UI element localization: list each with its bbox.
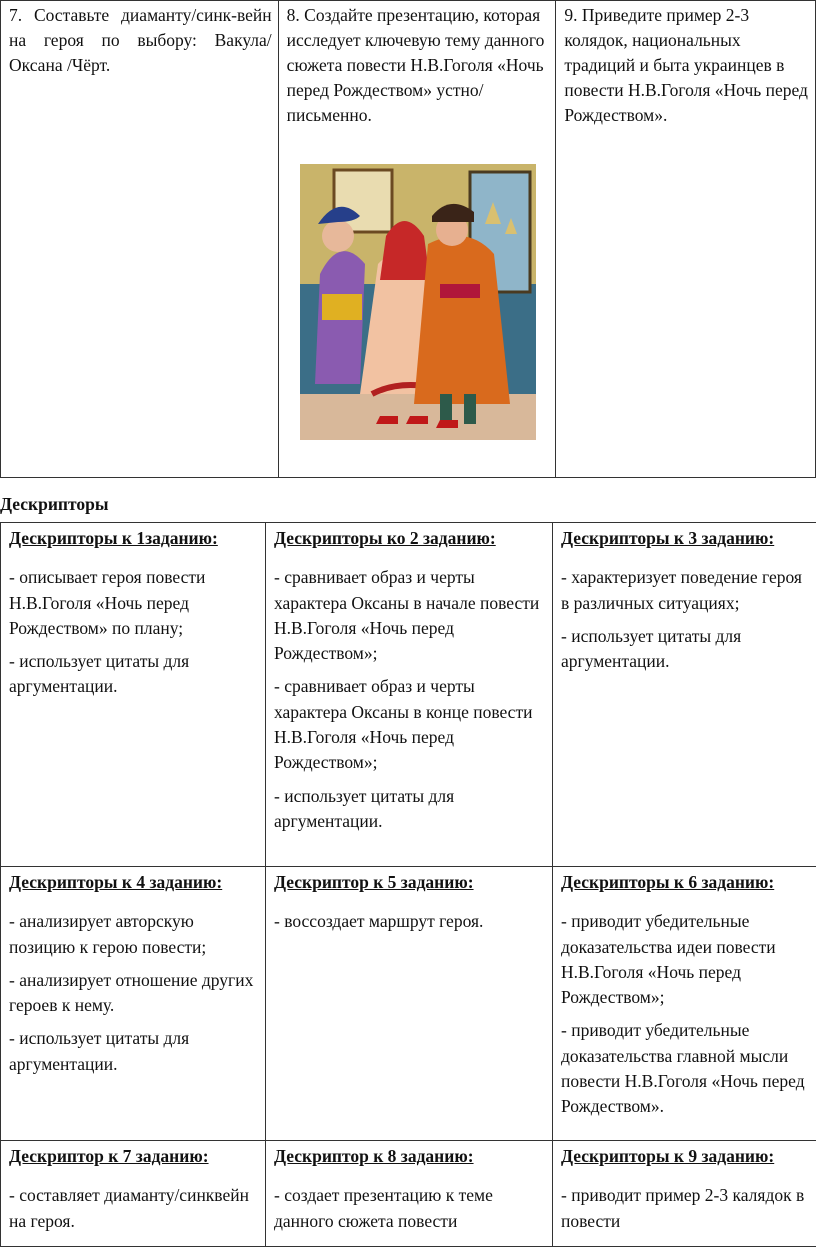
task-7-text: 7. Составьте диаманту/синк-вейн на героя по выбору: Вакула/Оксана /Чёрт.	[9, 5, 272, 75]
descriptor-heading: Дескрипторы к 6 заданию:	[561, 872, 775, 892]
descriptor-item: - составляет диаманту/синквейн на героя.	[9, 1185, 249, 1231]
christmas-eve-illustration	[300, 164, 536, 440]
descriptor-item: - анализирует авторскую позицию к герою повести;	[9, 911, 207, 957]
descriptor-cell-1	[1, 523, 266, 867]
descriptor-item: - воссоздает маршрут героя.	[274, 911, 484, 932]
descriptor-heading: Дескрипторы к 9 заданию:	[561, 1146, 775, 1166]
descriptors-row	[1, 523, 816, 867]
descriptor-item: - приводит пример 2-3 калядок в повести	[561, 1185, 805, 1231]
descriptors-table	[0, 522, 816, 1247]
descriptor-heading: Дескрипторы к 4 заданию:	[9, 872, 223, 892]
tasks-table	[0, 0, 816, 478]
descriptor-item: - характеризует поведение героя в различных ситуациях;	[561, 567, 802, 613]
task-7-cell	[1, 1, 279, 478]
descriptor-item: - приводит убедительные доказательства идеи повести Н.В.Гоголя «Ночь перед Рождеством»;	[561, 911, 776, 1008]
descriptor-item: - использует цитаты для аргументации.	[561, 625, 742, 672]
descriptor-item: - анализирует отношение других героев к нему.	[9, 969, 254, 1016]
descriptor-item: - сравнивает образ и черты характера Оксаны в начале повести Н.В.Гоголя «Ночь перед Рождеством»;	[274, 567, 540, 664]
descriptor-item: - приводит убедительные доказательства главной мысли повести Н.В.Гоголя «Ночь перед Рождеством».	[561, 1020, 805, 1117]
descriptor-cell-2	[266, 523, 553, 867]
descriptor-item: - использует цитаты для аргументации.	[9, 651, 190, 697]
descriptor-heading: Дескрипторы ко 2 заданию:	[274, 528, 496, 548]
descriptor-cell-3	[553, 523, 816, 867]
descriptor-item: - использует цитаты для аргументации.	[274, 785, 455, 831]
descriptor-item: - использует цитаты для аргументации.	[9, 1028, 190, 1074]
descriptor-item: - описывает героя повести Н.В.Гоголя «Ночь перед Рождеством» по плану;	[9, 567, 206, 638]
descriptor-heading: Дескриптор к 7 заданию:	[9, 1146, 209, 1166]
task-9-text: 9. Приведите пример 2-3 колядок, национальных традиций и быта украинцев в повести Н.В.Гоголя «Ночь перед Рождеством».	[564, 5, 808, 125]
descriptor-cell-8	[266, 1141, 553, 1247]
task-8-cell	[278, 1, 556, 478]
descriptors-row	[1, 867, 816, 1141]
descriptor-heading: Дескриптор к 8 заданию:	[274, 1146, 474, 1166]
descriptor-cell-4	[1, 867, 266, 1141]
descriptor-cell-7	[1, 1141, 266, 1247]
descriptor-item: - создает презентацию к теме данного сюжета повести	[274, 1185, 493, 1231]
descriptor-heading: Дескриптор к 5 заданию:	[274, 872, 474, 892]
descriptors-row	[1, 1141, 816, 1247]
task-8-text: 8. Создайте презентацию, которая исследует ключевую тему данного сюжета повести Н.В.Гоголя «Ночь перед Рождеством» устно/письменно.	[286, 5, 545, 125]
descriptor-cell-6	[553, 867, 816, 1141]
descriptor-item: - сравнивает образ и черты характера Оксаны в конце повести Н.В.Гоголя «Ночь перед Рождеством»;	[274, 676, 533, 773]
descriptor-heading: Дескрипторы к 1заданию:	[9, 528, 218, 548]
task-9-cell	[556, 1, 816, 478]
section-title: Дескрипторы	[0, 494, 109, 514]
descriptor-cell-9	[553, 1141, 816, 1247]
descriptor-heading: Дескрипторы к 3 заданию:	[561, 528, 775, 548]
descriptor-cell-5	[266, 867, 553, 1141]
